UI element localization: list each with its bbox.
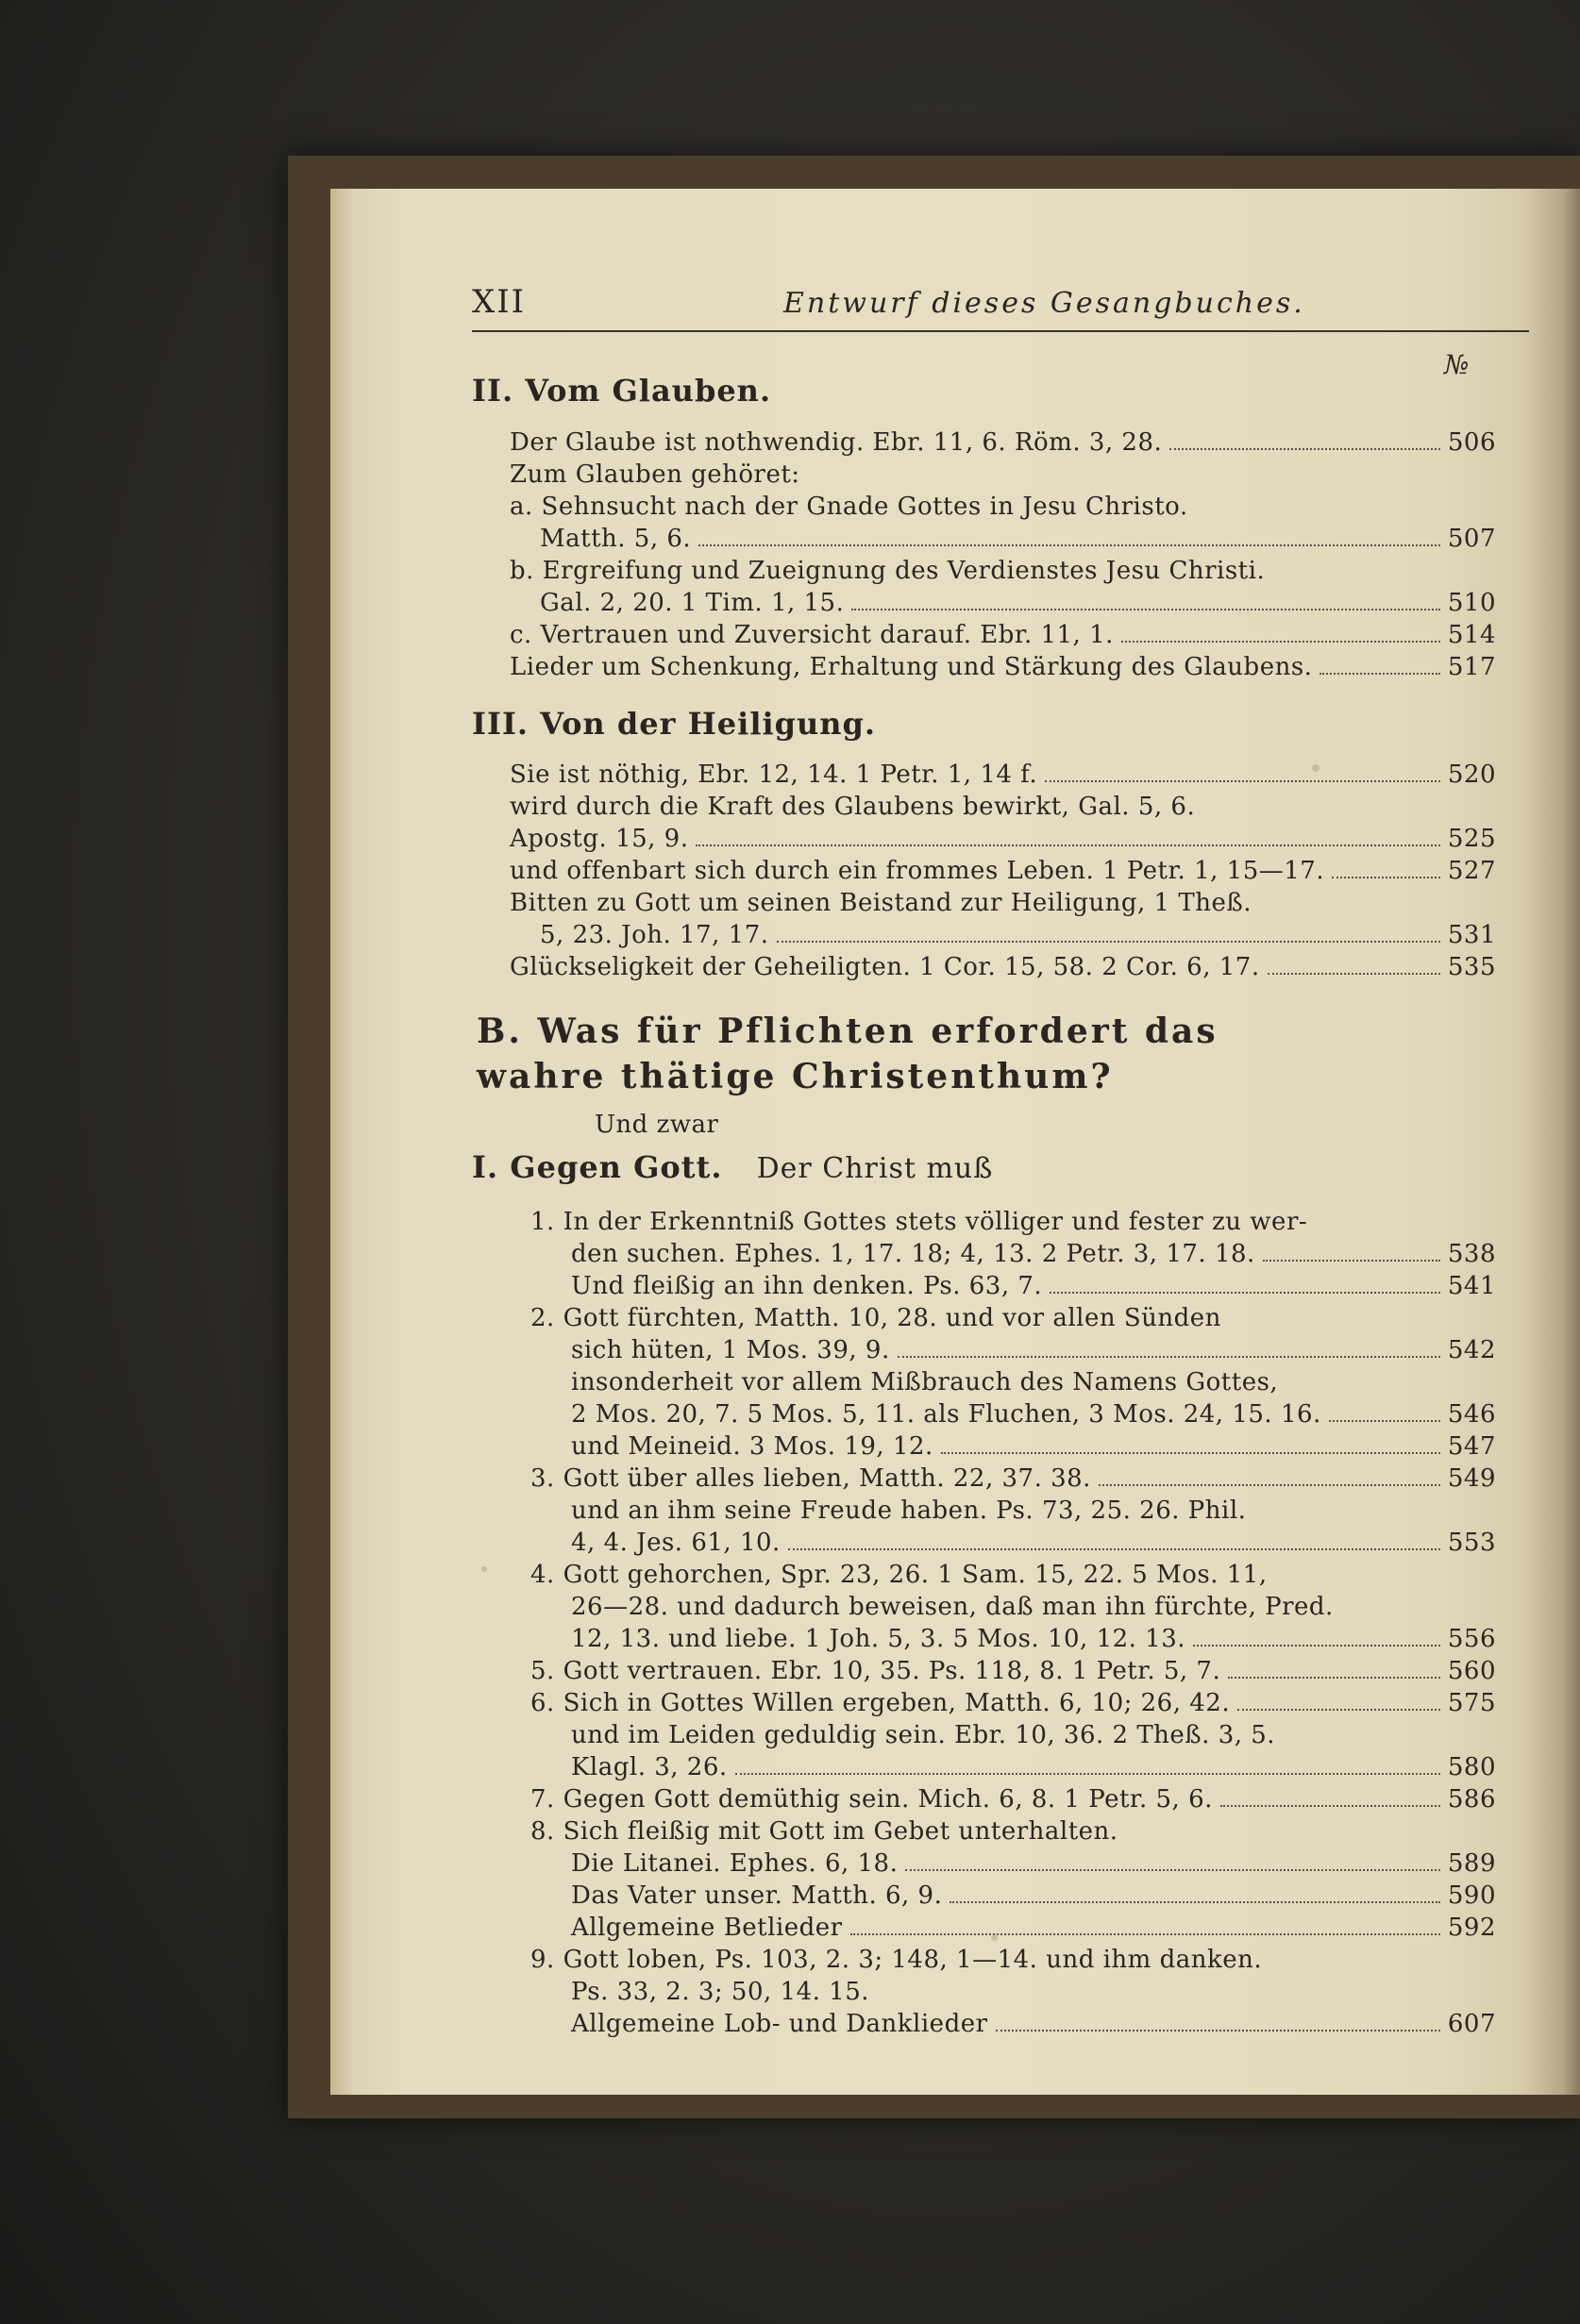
toc-line: Apostg. 15, 9. 525: [510, 825, 1496, 853]
toc-line: 9. Gott loben, Ps. 103, 2. 3; 148, 1—14. und ihm danken.: [530, 1946, 1263, 1974]
running-head: [472, 283, 1529, 332]
section-heading-glauben: II. Vom Glauben.: [472, 373, 772, 409]
toc-line: und im Leiden geduldig sein. Ebr. 10, 36. 2 Theß. 3, 5.: [571, 1721, 1276, 1749]
toc-line: 5, 23. Joh. 17, 17. 531: [540, 921, 1496, 949]
toc-line: Klagl. 3, 26. 580: [571, 1753, 1496, 1781]
toc-line: und an ihm seine Freude haben. Ps. 73, 25. 26. Phil.: [571, 1496, 1247, 1525]
toc-line: 2 Mos. 20, 7. 5 Mos. 5, 11. als Fluchen, 3 Mos. 24, 15. 16. 546: [571, 1400, 1496, 1429]
toc-line: wird durch die Kraft des Glaubens bewirkt, Gal. 5, 6.: [510, 793, 1196, 821]
section-heading-gegen-gott-tail: Der Christ muß: [756, 1152, 994, 1185]
toc-line: 8. Sich fleißig mit Gott im Gebet unterhalten.: [530, 1817, 1118, 1846]
toc-line: sich hüten, 1 Mos. 39, 9. 542: [571, 1336, 1496, 1364]
toc-line: Der Glaube ist nothwendig. Ebr. 11, 6. Röm. 3, 28. 506: [510, 428, 1496, 457]
toc-line: 6. Sich in Gottes Willen ergeben, Matth. 6, 10; 26, 42. 575: [530, 1689, 1496, 1717]
toc-line: 2. Gott fürchten, Matth. 10, 28. und vor allen Sünden: [530, 1304, 1221, 1332]
toc-line: 26—28. und dadurch beweisen, daß man ihn fürchte, Pred.: [571, 1593, 1334, 1621]
toc-line: Und fleißig an ihn denken. Ps. 63, 7. 541: [571, 1272, 1496, 1300]
toc-line: Sie ist nöthig, Ebr. 12, 14. 1 Petr. 1, 14 f. 520: [510, 761, 1496, 789]
toc-line: 7. Gegen Gott demüthig sein. Mich. 6, 8. 1 Petr. 5, 6. 586: [530, 1785, 1496, 1814]
toc-line: Zum Glauben gehöret:: [510, 460, 800, 489]
toc-line: Allgemeine Lob- und Danklieder 607: [571, 2010, 1496, 2038]
toc-line: Ps. 33, 2. 3; 50, 14. 15.: [571, 1978, 869, 2006]
toc-line: Gal. 2, 20. 1 Tim. 1, 15. 510: [540, 589, 1496, 617]
toc-line: 5. Gott vertrauen. Ebr. 10, 35. Ps. 118, 8. 1 Petr. 5, 7. 560: [530, 1657, 1496, 1685]
toc-line: 1. In der Erkenntniß Gottes stets völliger und fester zu wer-: [530, 1208, 1308, 1236]
toc-line: Das Vater unser. Matth. 6, 9. 590: [571, 1881, 1496, 1910]
running-head-title: Entwurf dieses Gesangbuches.: [783, 287, 1305, 320]
toc-line: Matth. 5, 6. 507: [540, 525, 1496, 553]
toc-line: den suchen. Ephes. 1, 17. 18; 4, 13. 2 Petr. 3, 17. 18. 538: [571, 1240, 1496, 1268]
paper-fleck: [481, 1566, 487, 1572]
toc-line: b. Ergreifung und Zueignung des Verdienstes Jesu Christi.: [510, 557, 1266, 585]
toc-line: 12, 13. und liebe. 1 Joh. 5, 3. 5 Mos. 10, 12. 13. 556: [571, 1625, 1496, 1653]
toc-line: insonderheit vor allem Mißbrauch des Namens Gottes,: [571, 1368, 1279, 1396]
toc-line: 3. Gott über alles lieben, Matth. 22, 37. 38. 549: [530, 1464, 1496, 1493]
toc-line: Glückseligkeit der Geheiligten. 1 Cor. 15, 58. 2 Cor. 6, 17. 535: [510, 953, 1496, 981]
part-heading-b-line1: B. Was für Pflichten erfordert das: [477, 1012, 1219, 1051]
part-subline: Und zwar: [595, 1111, 719, 1139]
section-heading-gegen-gott-title: I. Gegen Gott.: [472, 1149, 723, 1185]
toc-line: Allgemeine Betlieder 592: [571, 1914, 1496, 1942]
toc-line: Die Litanei. Ephes. 6, 18. 589: [571, 1849, 1496, 1878]
toc-line: Bitten zu Gott um seinen Beistand zur Heiligung, 1 Theß.: [510, 889, 1252, 917]
part-heading-b-line2: wahre thätige Christenthum?: [477, 1057, 1114, 1096]
toc-line: 4, 4. Jes. 61, 10. 553: [571, 1529, 1496, 1557]
book-page: [330, 189, 1580, 2095]
number-column-mark: №: [1444, 349, 1470, 380]
section-heading-gegen-gott: [472, 1149, 993, 1185]
toc-line: und Meineid. 3 Mos. 19, 12. 547: [571, 1432, 1496, 1461]
page-folio: XII: [472, 283, 527, 321]
section-heading-heiligung: III. Von der Heiligung.: [472, 706, 877, 742]
toc-line: und offenbart sich durch ein frommes Leben. 1 Petr. 1, 15—17. 527: [510, 857, 1496, 885]
toc-line: 4. Gott gehorchen, Spr. 23, 26. 1 Sam. 15, 22. 5 Mos. 11,: [530, 1561, 1268, 1589]
toc-line: Lieder um Schenkung, Erhaltung und Stärkung des Glaubens. 517: [510, 653, 1496, 681]
toc-line: c. Vertrauen und Zuversicht darauf. Ebr. 11, 1. 514: [510, 621, 1496, 649]
toc-line: a. Sehnsucht nach der Gnade Gottes in Jesu Christo.: [510, 493, 1188, 521]
page-gutter-shadow: [1523, 189, 1580, 2095]
